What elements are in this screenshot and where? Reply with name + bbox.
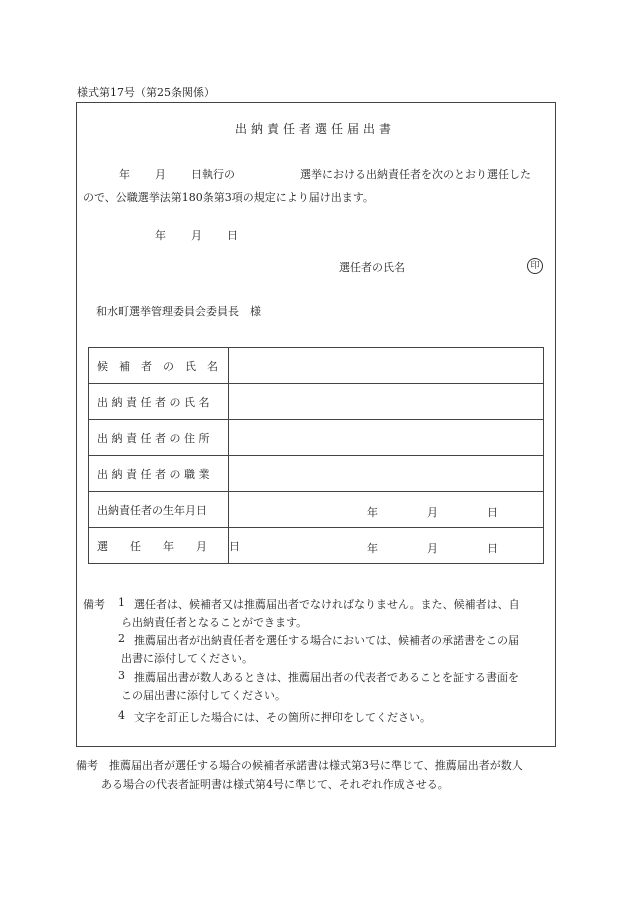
treasurer-name-field[interactable] (229, 384, 544, 420)
birth-year-label: 年 (367, 506, 378, 519)
addressee: 和水町選挙管理委員会委員長 様 (96, 305, 261, 318)
birth-month-label: 月 (427, 506, 438, 519)
submission-month: 月 (191, 229, 202, 242)
candidate-name-field[interactable] (229, 348, 544, 384)
appointment-date-label: 選 任 年 月 日 (89, 528, 229, 564)
note-1-number: 1 (118, 596, 125, 609)
intro-day-exec: 日執行の (191, 168, 235, 181)
table-row (89, 528, 544, 564)
bottom-note-line2: ある場合の代表者証明書は様式第4号に準じて、それぞれ作成させる。 (101, 778, 449, 791)
note-2-line2: 出書に添付してください。 (121, 652, 253, 665)
treasurer-name-label: 出 納 責 任 者 の 氏 名 (89, 384, 229, 420)
note-4-line1: 文字を訂正した場合には、その箇所に押印をしてください。 (134, 711, 431, 724)
intro-year: 年 (119, 168, 130, 181)
birth-day-label: 日 (487, 506, 498, 519)
table-row (89, 492, 544, 528)
appoint-day-label: 日 (487, 542, 498, 555)
note-3-line1: 推薦届出書が数人あるときは、推薦届出者の代表者であることを証する書面を (134, 671, 519, 684)
treasurer-occupation-label: 出 納 責 任 者 の 職 業 (89, 456, 229, 492)
intro-line2: ので、公職選挙法第180条第3項の規定により届け出ます。 (83, 191, 374, 204)
intro-month: 月 (155, 168, 166, 181)
table-row (89, 420, 544, 456)
form-title: 出納責任者選任届出書 (234, 122, 395, 136)
note-3-line2: この届出書に添付してください。 (121, 689, 286, 702)
appoint-month-label: 月 (427, 542, 438, 555)
bottom-note-line1: 備考 推薦届出者が選任する場合の候補者承諾書は様式第3号に準じて、推薦届出者が数人 (76, 759, 523, 772)
note-3-number: 3 (118, 669, 125, 682)
submission-day: 日 (227, 229, 238, 242)
candidate-name-label: 候 補 者 の 氏 名 (89, 348, 229, 384)
submission-year: 年 (155, 229, 166, 242)
note-1-line2: ら出納責任者となることができます。 (121, 616, 308, 629)
table-row (89, 456, 544, 492)
appoint-year-label: 年 (367, 542, 378, 555)
treasurer-birthdate-label: 出納責任者の生年月日 (89, 492, 229, 528)
treasurer-occupation-field[interactable] (229, 456, 544, 492)
appointment-date-field[interactable] (229, 528, 544, 564)
note-1-line1: 選任者は、候補者又は推薦届出者でなければなりません。また、候補者は、自 (134, 598, 520, 611)
note-2-line1: 推薦届出者が出納責任者を選任する場合においては、候補者の承諾書をこの届 (134, 634, 519, 647)
appointer-name-label: 選任者の氏名 (339, 261, 405, 274)
treasurer-address-label: 出 納 責 任 者 の 住 所 (89, 420, 229, 456)
form-number-label: 様式第17号（第25条関係） (77, 86, 215, 99)
notes-header: 備考 (83, 598, 105, 611)
table-row (89, 348, 544, 384)
treasurer-birthdate-field[interactable] (229, 492, 544, 528)
seal-mark: 印 (527, 258, 543, 274)
table-row (89, 384, 544, 420)
note-2-number: 2 (118, 632, 125, 645)
intro-line1-rest: 選挙における出納責任者を次のとおり選任した (300, 168, 531, 181)
note-4-number: 4 (118, 709, 125, 722)
info-table (88, 347, 544, 564)
treasurer-address-field[interactable] (229, 420, 544, 456)
